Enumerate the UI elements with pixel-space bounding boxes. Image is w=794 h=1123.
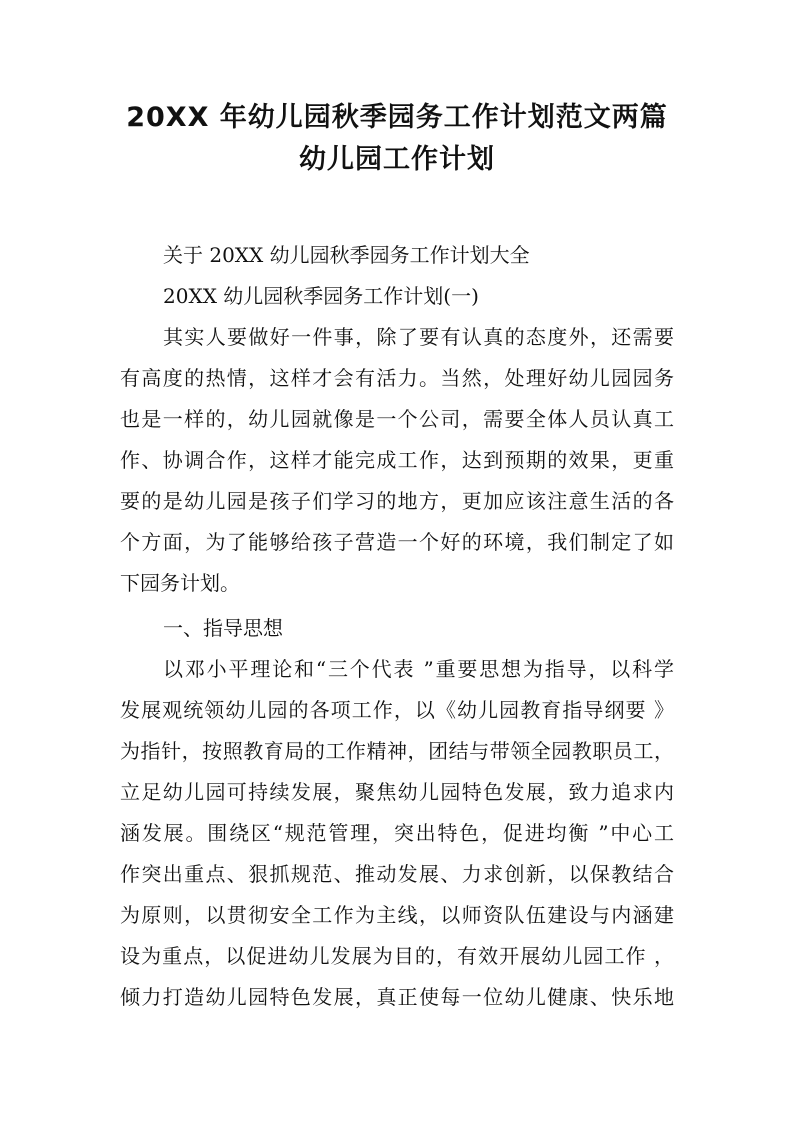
paragraph-line: 个方面，为了能够给孩子营造一个好的环境，我们制定了如 [120, 530, 674, 554]
paragraph-line: 为指针，按照教育局的工作精神，团结与带领全园教职员工， [120, 739, 674, 763]
section-heading: 关于 20XX 幼儿园秋季园务工作计划大全 [163, 243, 530, 267]
paragraph-line: 下园务计划。 [120, 571, 240, 595]
paragraph-line: 立足幼儿园可持续发展，聚焦幼儿园特色发展，致力追求内 [120, 780, 674, 804]
paragraph-line: 有高度的热情，这样才会有活力。当然，处理好幼儿园园务 [120, 366, 674, 390]
paragraph-line: 要的是幼儿园是孩子们学习的地方，更加应该注意生活的各 [120, 489, 674, 513]
document-title-line-2: 幼儿园工作计划 [299, 144, 495, 175]
paragraph-line: 发展观统领幼儿园的各项工作，以《幼儿园教育指导纲要 》 [120, 698, 674, 722]
paragraph-line: 设为重点，以促进幼儿发展为目的，有效开展幼儿园工作 ， [120, 944, 674, 968]
subsection-heading: 20XX 幼儿园秋季园务工作计划(一) [163, 284, 479, 308]
paragraph-line: 倾力打造幼儿园特色发展，真正使每一位幼儿健康、快乐地 [120, 985, 674, 1009]
section-heading: 一、指导思想 [163, 616, 283, 640]
paragraph-line: 以邓小平理论和“三个代表 ”重要思想为指导，以科学 [163, 657, 674, 681]
paragraph-line: 为原则，以贯彻安全工作为主线，以师资队伍建设与内涵建 [120, 903, 674, 927]
paragraph-line: 涵发展。围绕区“规范管理，突出特色，促进均衡 ”中心工 [120, 821, 674, 845]
paragraph-line: 作突出重点、狠抓规范、推动发展、力求创新，以保教结合 [120, 862, 674, 886]
document-title-line-1: 20XX 年幼儿园秋季园务工作计划范文两篇 [126, 102, 668, 133]
paragraph-line: 也是一样的，幼儿园就像是一个公司，需要全体人员认真工 [120, 407, 674, 431]
paragraph-line: 作、协调合作，这样才能完成工作，达到预期的效果，更重 [120, 448, 674, 472]
paragraph-line: 其实人要做好一件事，除了要有认真的态度外，还需要 [163, 325, 674, 349]
